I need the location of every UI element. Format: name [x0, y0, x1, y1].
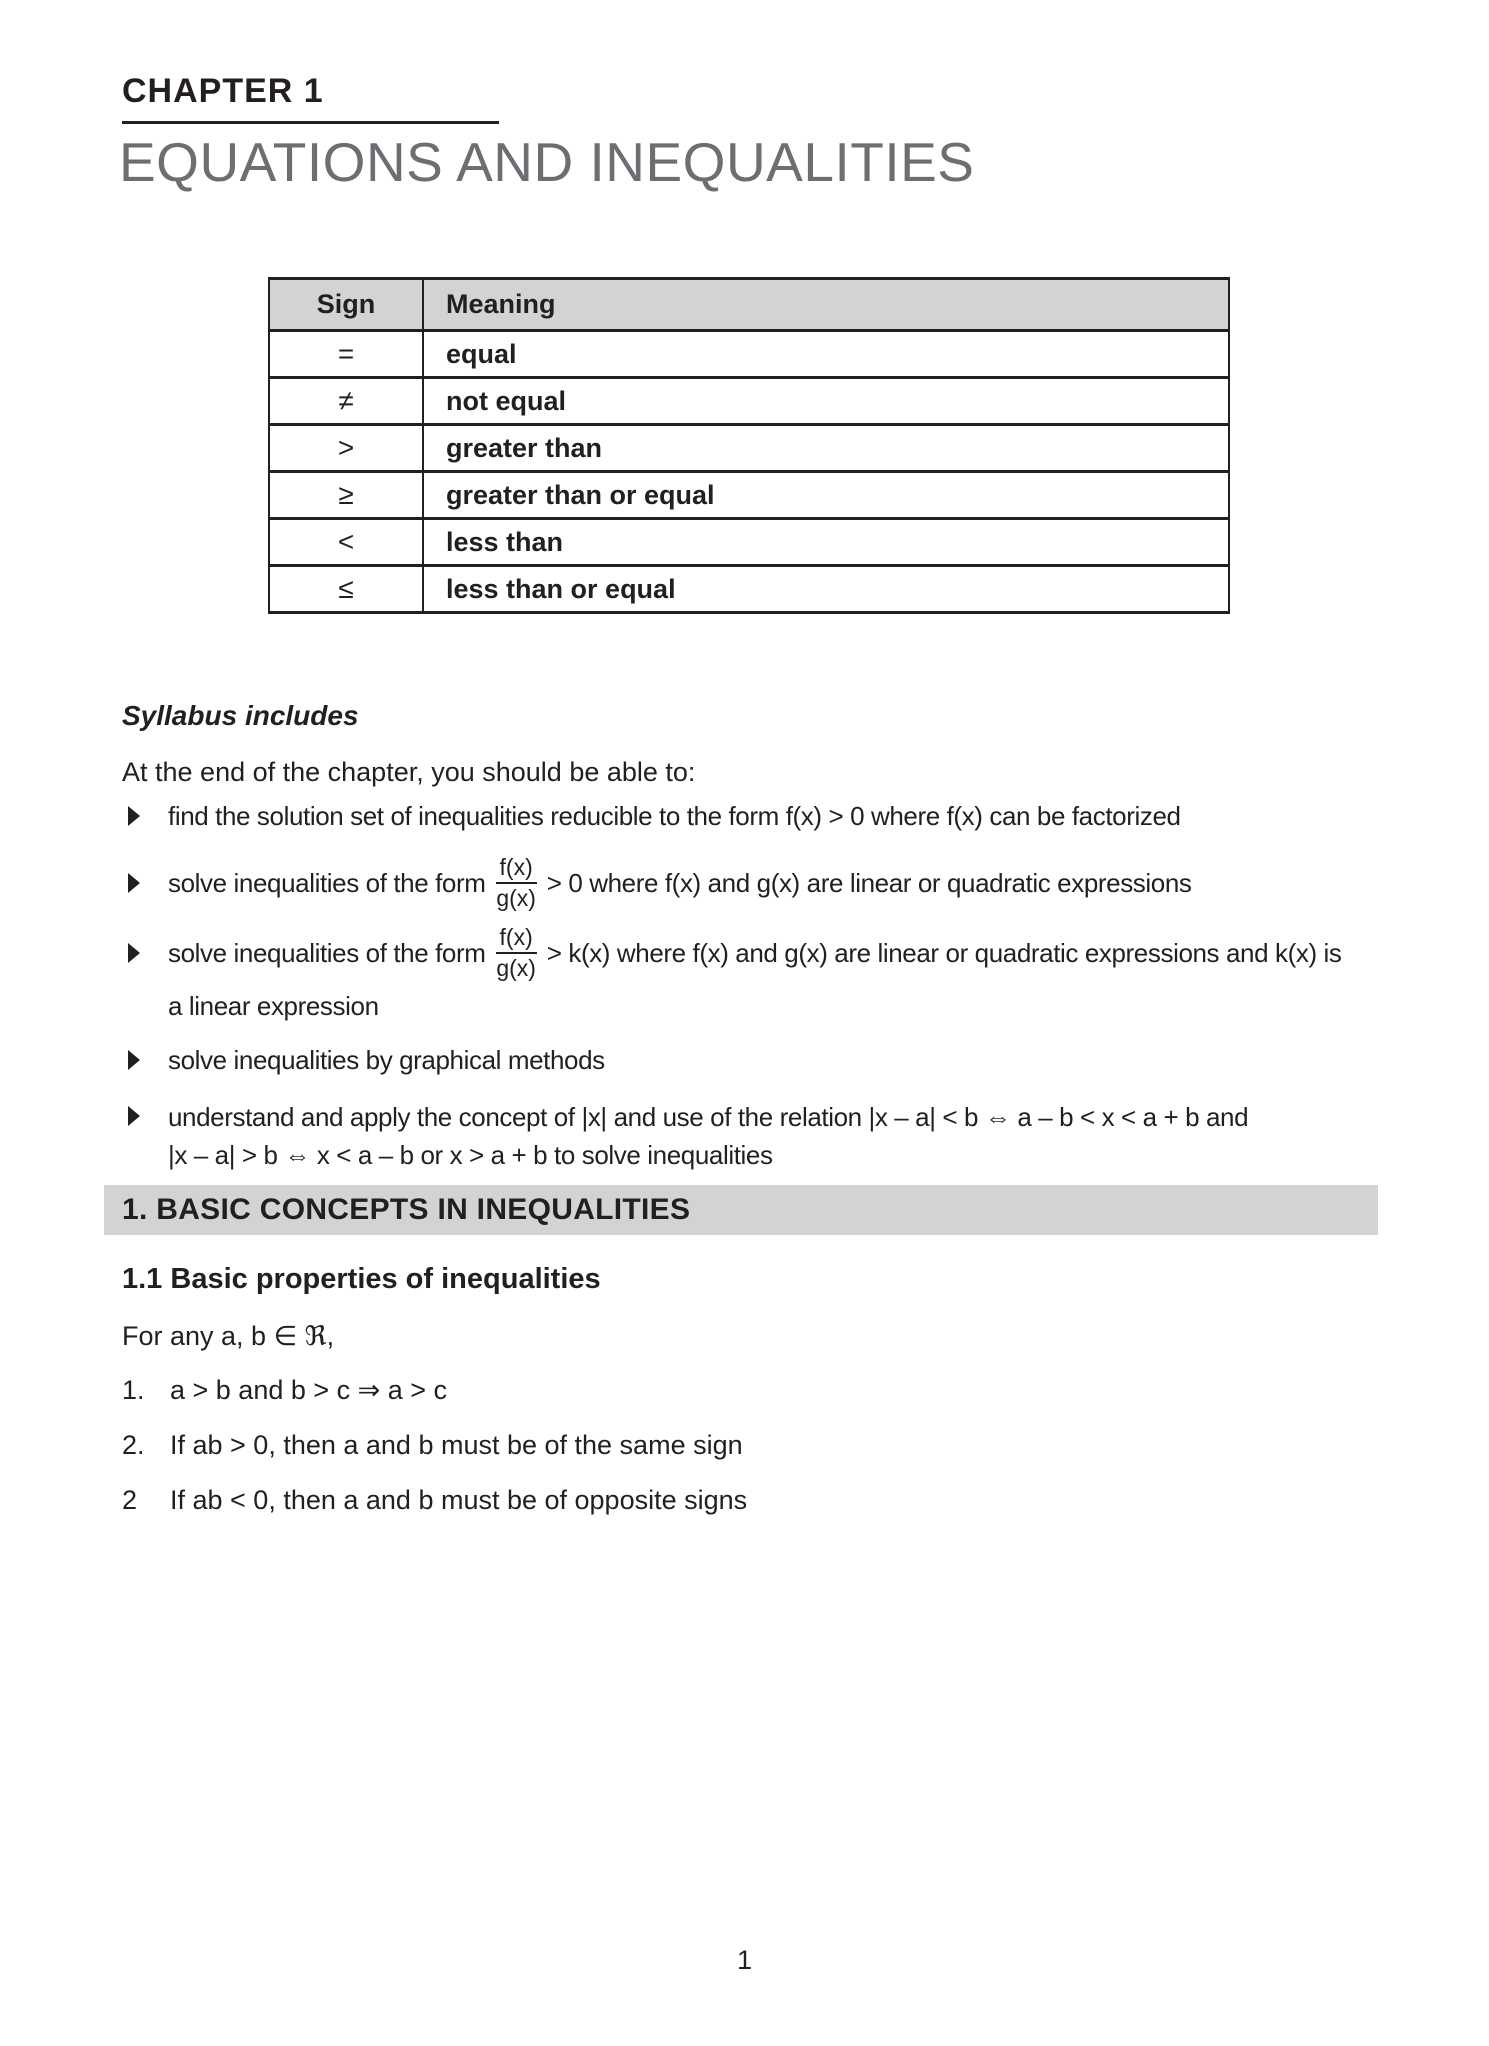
page-title: EQUATIONS AND INEQUALITIES	[119, 131, 975, 193]
syllabus-bullet	[122, 1098, 1422, 1174]
table-row	[269, 331, 1229, 378]
list-item	[122, 1372, 747, 1408]
meaning-cell: greater than	[423, 425, 1229, 472]
sign-cell: <	[269, 519, 423, 566]
table-row	[269, 425, 1229, 472]
item-text: If ab < 0, then a and b must be of opposite signs	[170, 1485, 748, 1515]
bullet-arrow-icon	[128, 1050, 140, 1070]
table-row	[269, 566, 1229, 613]
table-header-row	[269, 279, 1229, 331]
sign-meaning-table	[268, 277, 1230, 614]
item-number: 1.	[122, 1375, 145, 1405]
syllabus-bullet	[122, 854, 1422, 912]
table-row	[269, 472, 1229, 519]
item-text: If ab > 0, then a and b must be of the same sign	[170, 1430, 743, 1460]
meaning-cell: greater than or equal	[423, 472, 1229, 519]
list-item	[122, 1482, 747, 1518]
table-row	[269, 378, 1229, 425]
table-row	[269, 519, 1229, 566]
bullet-text: solve inequalities by graphical methods	[168, 1045, 605, 1075]
section-heading-banner	[104, 1185, 1378, 1235]
bullet-text-post: > 0 where f(x) and g(x) are linear or quadratic expressions	[546, 868, 1192, 898]
syllabus-bullet	[122, 924, 1422, 982]
sign-cell: ≤	[269, 566, 423, 613]
bullet-text	[168, 1098, 1248, 1174]
fraction	[496, 924, 537, 982]
meaning-cell: equal	[423, 331, 1229, 378]
fraction	[496, 854, 537, 912]
properties-list	[122, 1372, 747, 1537]
sign-cell: >	[269, 425, 423, 472]
bullet-arrow-icon	[128, 1106, 140, 1126]
page-number: 1	[736, 1945, 753, 1975]
syllabus-bullet-list	[122, 798, 1422, 1194]
meaning-cell: less than	[423, 519, 1229, 566]
bullet-arrow-icon	[128, 873, 140, 893]
bullet-arrow-icon	[128, 806, 140, 826]
subsection-intro: For any a, b ∈ ℜ,	[122, 1321, 335, 1351]
sign-cell: =	[269, 331, 423, 378]
bullet-text-pre: solve inequalities of the form	[168, 938, 486, 968]
syllabus-bullet	[122, 798, 1422, 834]
bullet-text: find the solution set of inequalities reducible to the form f(x) > 0 where f(x) can be factorized	[168, 801, 1181, 831]
fraction-numerator: f(x)	[496, 924, 537, 954]
chapter-label: CHAPTER 1	[122, 72, 499, 124]
column-header-sign: Sign	[269, 279, 423, 331]
syllabus-bullet	[122, 1042, 1422, 1078]
list-item	[122, 1427, 747, 1463]
syllabus-intro: At the end of the chapter, you should be able to:	[122, 757, 696, 787]
meaning-cell: not equal	[423, 378, 1229, 425]
meaning-cell: less than or equal	[423, 566, 1229, 613]
subsection-heading: 1.1 Basic properties of inequalities	[122, 1263, 601, 1295]
sign-cell: ≥	[269, 472, 423, 519]
item-number: 2.	[122, 1430, 145, 1460]
bullet-continuation: a linear expression	[168, 991, 379, 1021]
fraction-numerator: f(x)	[496, 854, 537, 884]
fraction-denominator: g(x)	[496, 955, 536, 981]
bullet-line-1: understand and apply the concept of |x| and use of the relation |x – a| < b ⇔ a – b < x < a + b and	[168, 1102, 1249, 1132]
sign-cell: ≠	[269, 378, 423, 425]
syllabus-heading: Syllabus includes	[122, 700, 359, 731]
item-text: a > b and b > c ⇒ a > c	[170, 1375, 448, 1405]
column-header-meaning: Meaning	[423, 279, 1229, 331]
item-number: 2	[122, 1485, 138, 1515]
bullet-line-2: |x – a| > b ⇔ x < a – b or x > a + b to solve inequalities	[168, 1140, 773, 1170]
fraction-denominator: g(x)	[496, 885, 536, 911]
bullet-text-post: > k(x) where f(x) and g(x) are linear or quadratic expressions and k(x) is	[546, 938, 1342, 968]
bullet-arrow-icon	[128, 943, 140, 963]
bullet-text-pre: solve inequalities of the form	[168, 868, 486, 898]
section-heading: 1. BASIC CONCEPTS IN INEQUALITIES	[122, 1193, 691, 1226]
